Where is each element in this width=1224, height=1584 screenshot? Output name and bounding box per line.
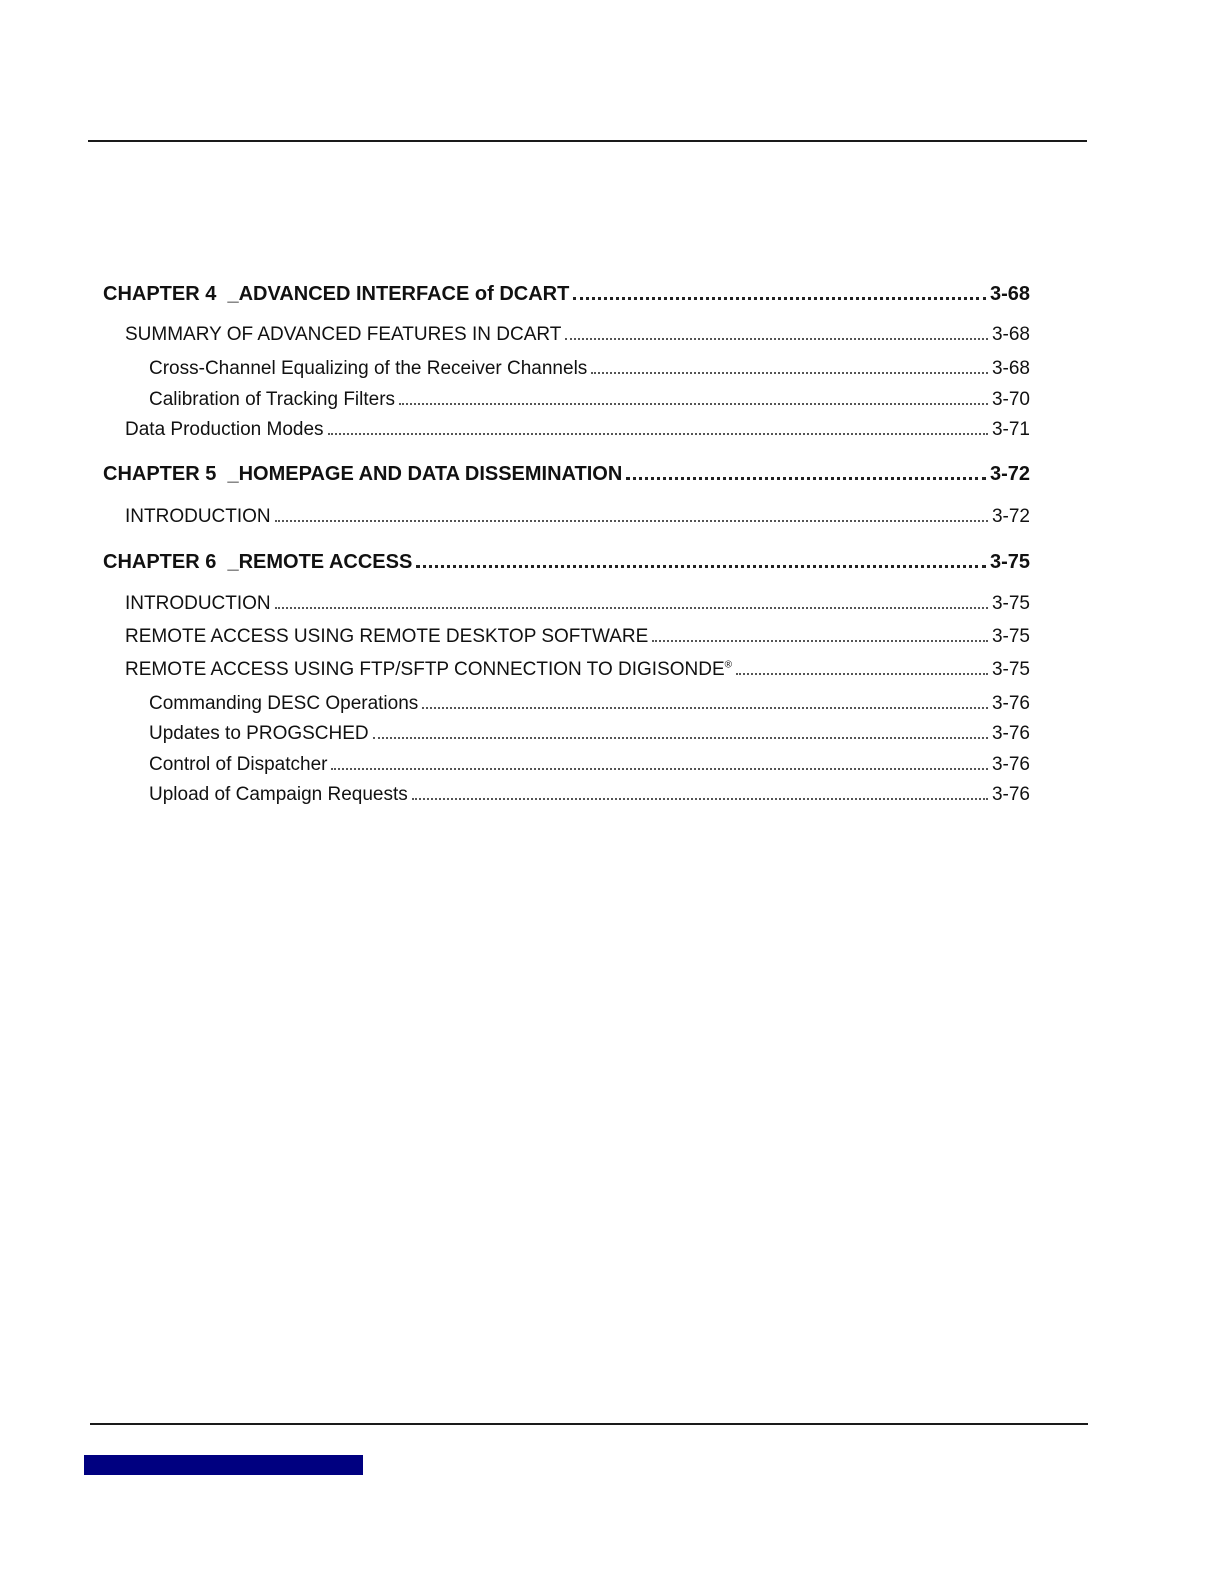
dot-leader — [399, 403, 988, 405]
toc-page-number: 3-68 — [989, 283, 1030, 305]
dot-leader — [736, 673, 988, 675]
toc-entry[interactable] — [125, 659, 1030, 681]
toc-entry[interactable] — [149, 358, 1030, 380]
toc-chapter-title: CHAPTER 5 _HOMEPAGE AND DATA DISSEMINATION — [103, 463, 623, 485]
toc-entry-title: REMOTE ACCESS USING FTP/SFTP CONNECTION TO DIGISONDE — [125, 659, 725, 680]
toc-page-number: 3-76 — [991, 754, 1030, 775]
toc-page-number: 3-68 — [991, 358, 1030, 379]
dot-leader — [412, 798, 988, 800]
toc-entry[interactable] — [125, 324, 1030, 346]
dot-leader — [573, 297, 986, 300]
dot-leader — [416, 565, 986, 568]
dot-leader — [626, 477, 986, 480]
toc-page-number: 3-75 — [991, 626, 1030, 647]
toc-chapter-title: CHAPTER 4 _ADVANCED INTERFACE of DCART — [103, 283, 570, 305]
dot-leader — [328, 433, 988, 435]
toc-page-number: 3-72 — [989, 463, 1030, 485]
toc-entry-title: INTRODUCTION — [125, 593, 271, 614]
toc-entry-title: Commanding DESC Operations — [149, 693, 419, 714]
toc-entry[interactable] — [125, 506, 1030, 528]
toc-entry-title: SUMMARY OF ADVANCED FEATURES IN DCART — [125, 324, 562, 345]
toc-page-number: 3-72 — [991, 506, 1030, 527]
toc-entry[interactable] — [149, 723, 1030, 745]
toc-entry[interactable] — [149, 784, 1030, 806]
footer-rule — [90, 1423, 1088, 1425]
toc-page-number: 3-76 — [991, 693, 1030, 714]
dot-leader — [565, 338, 988, 340]
toc-page-number: 3-75 — [991, 659, 1030, 680]
toc-page-number: 3-76 — [991, 723, 1030, 744]
dot-leader — [422, 707, 988, 709]
toc-entry-title: Data Production Modes — [125, 419, 324, 440]
toc-entry-title: Upload of Campaign Requests — [149, 784, 408, 805]
toc-entry-title: Control of Dispatcher — [149, 754, 328, 775]
toc-entry-title: Cross-Channel Equalizing of the Receiver Channels — [149, 358, 588, 379]
toc-entry[interactable] — [149, 389, 1030, 411]
toc-page-number: 3-76 — [991, 784, 1030, 805]
toc-page-number: 3-75 — [989, 551, 1030, 573]
registered-mark: ® — [724, 659, 733, 671]
toc-page-number: 3-68 — [991, 324, 1030, 345]
toc-entry-title-wrap — [125, 659, 732, 681]
dot-leader — [275, 607, 988, 609]
dot-leader — [373, 737, 988, 739]
toc-page-number: 3-71 — [991, 419, 1030, 440]
toc-entry[interactable] — [149, 754, 1030, 776]
toc-chapter-6[interactable] — [103, 551, 1030, 574]
toc-page-number: 3-70 — [991, 389, 1030, 410]
dot-leader — [275, 520, 988, 522]
toc-page-number: 3-75 — [991, 593, 1030, 614]
toc-entry-title: Calibration of Tracking Filters — [149, 389, 396, 410]
toc-entry[interactable] — [125, 626, 1030, 648]
toc-entry[interactable] — [125, 419, 1030, 441]
toc-chapter-4[interactable] — [103, 283, 1030, 306]
toc-entry[interactable] — [125, 593, 1030, 615]
dot-leader — [331, 768, 988, 770]
toc-entry[interactable] — [149, 693, 1030, 715]
dot-leader — [591, 372, 988, 374]
toc-entry-title: INTRODUCTION — [125, 506, 271, 527]
toc-chapter-title: CHAPTER 6 _REMOTE ACCESS — [103, 551, 413, 573]
footer-color-bar — [84, 1455, 363, 1475]
toc-chapter-5[interactable] — [103, 463, 1030, 486]
toc-entry-title: REMOTE ACCESS USING REMOTE DESKTOP SOFTWARE — [125, 626, 649, 647]
dot-leader — [652, 640, 988, 642]
toc-entry-title: Updates to PROGSCHED — [149, 723, 369, 744]
